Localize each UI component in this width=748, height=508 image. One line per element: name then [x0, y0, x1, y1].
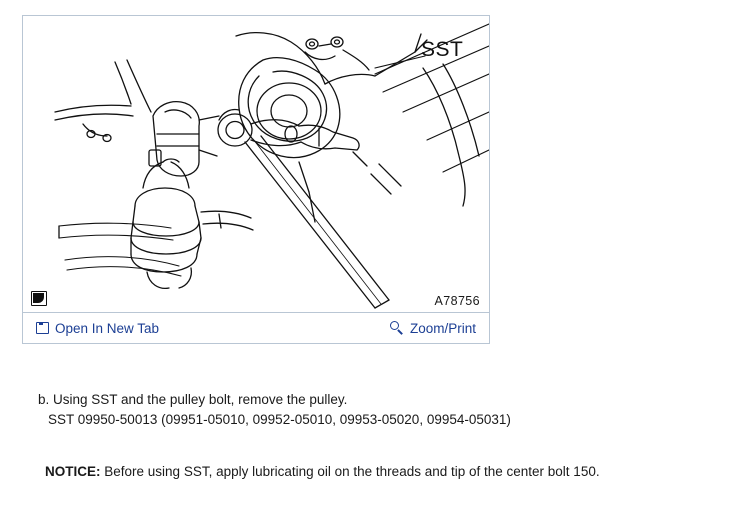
sst-part-numbers: SST 09950-50013 (09951-05010, 09952-05010, 09953-05020, 09954-05031): [48, 412, 511, 427]
notice-label: NOTICE:: [45, 464, 101, 479]
open-in-new-tab-button[interactable]: [36, 321, 159, 336]
new-tab-icon: [36, 322, 49, 334]
figure-panel: [22, 15, 490, 344]
figure-toolbar: [23, 312, 489, 343]
image-thumbnail-icon: [31, 291, 47, 306]
magnifier-icon: [390, 321, 404, 335]
technical-illustration: [23, 16, 489, 312]
open-in-new-tab-label: Open In New Tab: [55, 320, 160, 336]
figure-image-area: [23, 16, 489, 312]
notice-text: Before using SST, apply lubricating oil on the threads and tip of the center bolt 150.: [104, 464, 600, 479]
zoom-print-label: Zoom/Print: [409, 320, 476, 336]
sst-callout-label: SST: [421, 38, 464, 61]
notice-block: [45, 462, 728, 482]
instruction-text-block: [38, 390, 728, 482]
figure-code: A78756: [434, 294, 480, 308]
zoom-print-button[interactable]: [390, 321, 476, 336]
step-b-text: b. Using SST and the pulley bolt, remove the pulley.: [38, 392, 348, 407]
